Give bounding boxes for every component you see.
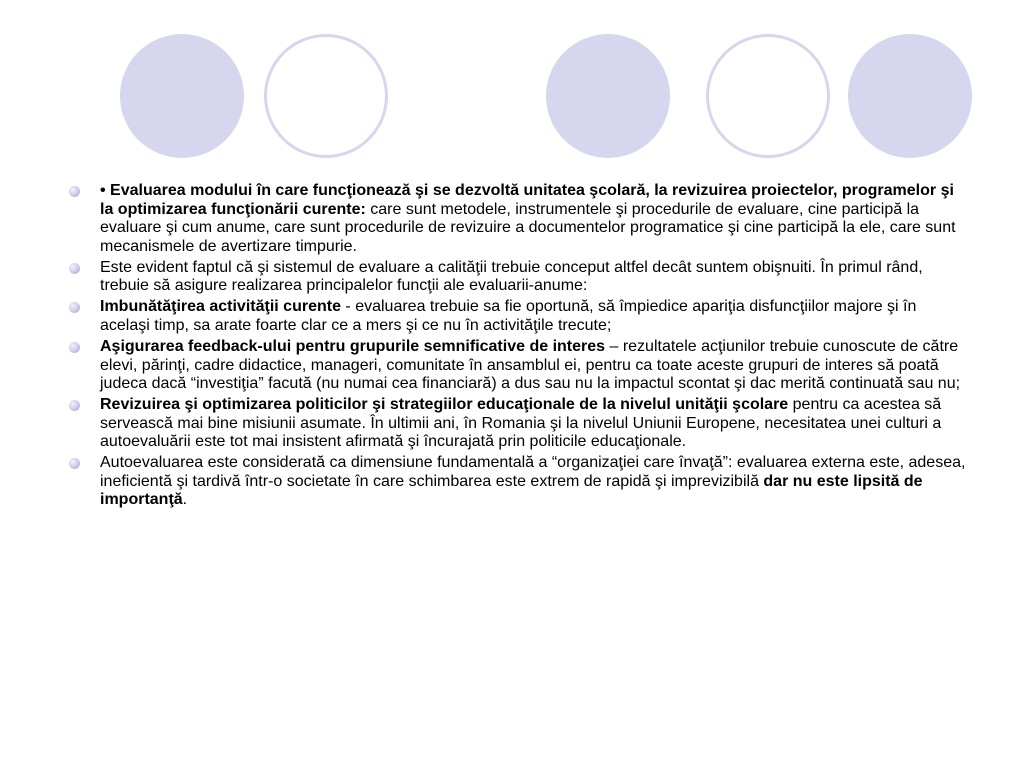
item-bold-text: Imbunătăţirea activităţii curente	[100, 298, 341, 316]
list-item	[62, 338, 967, 394]
slide-body	[62, 182, 967, 512]
item-text: care sunt metodele, instrumentele şi procedurile de evaluare, cine participă la evaluare şi cum anume, care sunt procedurile de revizuire a documentelor programatice şi cine participă la ele, care sunt mecanismele de avertizare timpurie.	[100, 200, 956, 255]
item-bold-text: Revizuirea şi optimizarea politicilor şi strategiilor educaţionale de la nivelul unităţii şcolare	[100, 396, 789, 414]
decorative-circle-filled-3	[848, 34, 972, 158]
circle-bullet-icon	[69, 342, 80, 353]
item-bold-text: • Evaluarea modului în care funcţionează şi se dezvoltă unitatea şcolară, la revizuirea proiectelor, programelor şi la optimizarea funcţionării curente:	[100, 182, 954, 218]
circle-bullet-icon	[69, 302, 80, 313]
item-text: Este evident faptul că şi sistemul de evaluare a calităţii trebuie conceput altfel decât suntem obişnuiti. În primul rând, trebuie să asigure realizarea principalelor funcţii ale evaluarii-anume:	[100, 258, 923, 295]
circle-bullet-icon	[69, 186, 80, 197]
list-item	[62, 298, 967, 335]
circle-bullet-icon	[69, 400, 80, 411]
item-text: pentru ca acestea să servească mai bine misiunii asumate. În ultimii ani, în Romania şi la nivelul Uniunii Europene, necesitatea unei culturi a autoevaluării este tot mai insistent afirmată şi încurajată prin politicile educaţionale.	[100, 396, 942, 451]
list-item	[62, 182, 967, 256]
list-item	[62, 259, 967, 296]
item-bold-text: Aşigurarea feedback-ului pentru grupurile semnificative de interes	[100, 337, 606, 355]
item-text: Autoevaluarea este considerată ca dimensiune fundamentală a “organizaţiei care învaţă”: evaluarea externa este, adesea, ineficientă şi tardivă într-o societate în care schimbarea este extrem de rapidă şi imprevizibilă	[100, 454, 966, 490]
decorative-circle-filled-1	[120, 34, 244, 158]
circle-bullet-icon	[69, 263, 80, 274]
list-item	[62, 454, 967, 510]
circle-bullet-icon	[69, 458, 80, 469]
item-bold-text: dar nu este lipsită de importanţă	[100, 472, 923, 509]
decorative-circle-outline-1	[264, 34, 388, 158]
decorative-circle-outline-2	[706, 34, 830, 158]
item-text: – rezultatele acţiunilor trebuie cunoscute de către elevi, părinţi, cadre didactice, manageri, comunitate în ansamblul ei, pentru ca toate aceste grupuri de interes să poată judeca dacă “investiţia” facută (nu numai cea financiară) a dus sau nu la impactul scontat şi dac merită continuată sau nu;	[100, 337, 961, 393]
item-text: - evaluarea trebuie sa fie oportună, să împiedice apariţia disfuncţiilor majore şi în acelaşi timp, sa arate foarte clar ce a mers şi ce nu în activităţile trecute;	[100, 298, 917, 334]
bullet-list	[62, 182, 967, 510]
item-text-end: .	[182, 491, 188, 509]
list-item	[62, 396, 967, 452]
decorative-circle-filled-2	[546, 34, 670, 158]
